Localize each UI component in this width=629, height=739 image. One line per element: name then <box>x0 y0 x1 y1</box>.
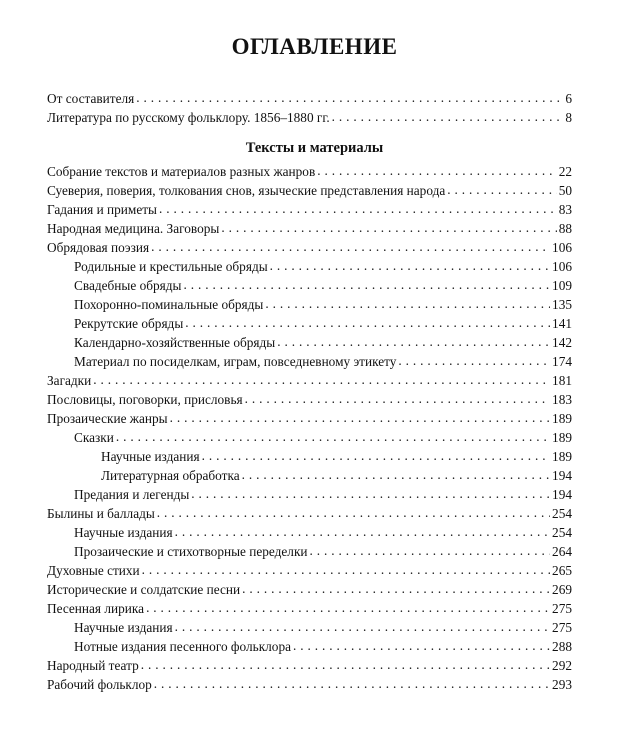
toc-entry[interactable] <box>47 89 572 108</box>
page-title: ОГЛАВЛЕНИЕ <box>231 34 398 59</box>
toc-entry-label: Духовные стихи <box>47 563 140 578</box>
toc-entry-page-number: 275 <box>552 601 572 616</box>
toc-entry-label: Прозаические жанры <box>47 411 168 426</box>
toc-entry-page-number: 181 <box>552 373 572 388</box>
toc-entry-label: Литература по русскому фольклору. 1856–1880 гг. <box>47 110 330 125</box>
toc-entry-page-number: 189 <box>552 411 572 426</box>
toc-entry[interactable] <box>47 276 572 295</box>
toc-entry-page-number: 106 <box>552 259 572 274</box>
toc-entry[interactable] <box>47 257 572 276</box>
toc-leader-dots <box>170 408 550 427</box>
toc-leader-dots <box>277 332 550 351</box>
toc-leader-dots <box>265 294 550 313</box>
toc-entry[interactable] <box>47 409 572 428</box>
toc-leader-dots <box>159 199 557 218</box>
intro-toc <box>47 89 572 127</box>
toc-entry[interactable] <box>47 371 572 390</box>
toc-leader-dots <box>116 427 550 446</box>
toc-leader-dots <box>93 370 550 389</box>
toc-entry[interactable] <box>47 561 572 580</box>
toc-entry-label: Предания и легенды <box>74 487 190 502</box>
toc-leader-dots <box>142 560 550 579</box>
toc-leader-dots <box>245 389 550 408</box>
toc-entry-label: Сказки <box>74 430 114 445</box>
toc-entry-page-number: 141 <box>552 316 572 331</box>
toc-entry[interactable] <box>47 447 572 466</box>
toc-leader-dots <box>242 465 550 484</box>
toc-entry[interactable] <box>47 295 572 314</box>
toc-entry-label: Свадебные обряды <box>74 278 182 293</box>
toc-leader-dots <box>157 503 550 522</box>
toc-leader-dots <box>191 484 550 503</box>
toc-entry[interactable] <box>47 162 572 181</box>
toc-entry[interactable] <box>47 181 572 200</box>
toc-leader-dots <box>221 218 556 237</box>
toc-entry-label: Исторические и солдатские песни <box>47 582 241 597</box>
toc-entry-page-number: 189 <box>552 430 572 445</box>
toc-entry[interactable] <box>47 523 572 542</box>
toc-entry-label: Народная медицина. Заговоры <box>47 221 220 236</box>
toc-leader-dots <box>175 522 550 541</box>
toc-entry-page-number: 109 <box>552 278 572 293</box>
toc-entry-page-number: 254 <box>552 525 572 540</box>
toc-leader-dots <box>151 237 550 256</box>
toc-entry-page-number: 265 <box>552 563 572 578</box>
toc-leader-dots <box>310 541 551 560</box>
toc-entry-label: Загадки <box>47 373 92 388</box>
toc-entry-page-number: 269 <box>552 582 572 597</box>
toc-leader-dots <box>293 636 550 655</box>
toc-entry[interactable] <box>47 580 572 599</box>
toc-leader-dots <box>183 275 550 294</box>
toc-entry-page-number: 135 <box>552 297 572 312</box>
toc-entry-page-number: 194 <box>552 487 572 502</box>
toc-entry[interactable] <box>47 390 572 409</box>
toc-entry-label: Народный театр <box>47 658 139 673</box>
toc-entry-label: Рекрутские обряды <box>74 316 184 331</box>
toc-entry[interactable] <box>47 238 572 257</box>
toc-leader-dots <box>154 674 550 693</box>
toc-entry-label: Былины и баллады <box>47 506 155 521</box>
toc-entry-page-number: 292 <box>552 658 572 673</box>
toc-entry-page-number: 106 <box>552 240 572 255</box>
toc-entry-label: Материал по посиделкам, играм, повседневному этикету <box>74 354 397 369</box>
toc-entry-page-number: 88 <box>558 221 572 236</box>
toc-entry-label: Научные издания <box>101 449 200 464</box>
toc-entry-page-number: 50 <box>558 183 572 198</box>
toc-leader-dots <box>317 161 556 180</box>
toc-leader-dots <box>398 351 550 370</box>
section-heading: Тексты и материалы <box>245 140 384 156</box>
toc-leader-dots <box>175 617 550 636</box>
toc-entry-page-number: 6 <box>565 91 572 106</box>
toc-leader-dots <box>332 107 564 126</box>
toc-entry[interactable] <box>47 314 572 333</box>
toc-entry-page-number: 183 <box>552 392 572 407</box>
toc-entry-label: Календарно-хозяйственные обряды <box>74 335 276 350</box>
toc-entry-label: Суеверия, поверия, толкования снов, языческие представления народа <box>47 183 446 198</box>
toc-entry[interactable] <box>47 333 572 352</box>
toc-leader-dots <box>185 313 550 332</box>
toc-entry[interactable] <box>47 542 572 561</box>
toc-entry[interactable] <box>47 637 572 656</box>
toc-entry[interactable] <box>47 352 572 371</box>
toc-entry[interactable] <box>47 485 572 504</box>
toc-entry[interactable] <box>47 108 572 127</box>
toc-entry-page-number: 22 <box>558 164 572 179</box>
toc-entry[interactable] <box>47 656 572 675</box>
toc-entry-label: Гадания и приметы <box>47 202 157 217</box>
toc-leader-dots <box>146 598 550 617</box>
main-toc <box>47 162 572 694</box>
toc-entry-label: Собрание текстов и материалов разных жанров <box>47 164 316 179</box>
toc-entry[interactable] <box>47 618 572 637</box>
toc-entry-label: Научные издания <box>74 620 173 635</box>
toc-entry-page-number: 189 <box>552 449 572 464</box>
toc-leader-dots <box>141 655 550 674</box>
toc-entry[interactable] <box>47 428 572 447</box>
toc-leader-dots <box>136 88 563 107</box>
toc-entry-label: Научные издания <box>74 525 173 540</box>
toc-entry-page-number: 174 <box>552 354 572 369</box>
toc-entry-page-number: 8 <box>565 110 572 125</box>
toc-entry-page-number: 293 <box>552 677 572 692</box>
toc-entry[interactable] <box>47 466 572 485</box>
toc-entry-page-number: 288 <box>552 639 572 654</box>
toc-entry-label: Родильные и крестильные обряды <box>74 259 268 274</box>
toc-entry-page-number: 264 <box>552 544 572 559</box>
toc-entry-label: Литературная обработка <box>101 468 240 483</box>
toc-leader-dots <box>202 446 550 465</box>
toc-entry-label: Прозаические и стихотворные переделки <box>74 544 308 559</box>
toc-entry-page-number: 142 <box>552 335 572 350</box>
toc-entry[interactable] <box>47 675 572 694</box>
toc-entry[interactable] <box>47 219 572 238</box>
toc-entry-label: Пословицы, поговорки, присловья <box>47 392 243 407</box>
toc-entry-page-number: 254 <box>552 506 572 521</box>
toc-entry-label: Обрядовая поэзия <box>47 240 150 255</box>
toc-leader-dots <box>270 256 550 275</box>
toc-entry[interactable] <box>47 599 572 618</box>
toc-entry-label: Рабочий фольклор <box>47 677 152 692</box>
toc-entry-label: Нотные издания песенного фольклора <box>74 639 292 654</box>
toc-entry-page-number: 194 <box>552 468 572 483</box>
toc-entry-page-number: 275 <box>552 620 572 635</box>
toc-entry[interactable] <box>47 504 572 523</box>
toc-entry-label: От составителя <box>47 91 135 106</box>
toc-leader-dots <box>242 579 550 598</box>
toc-entry-page-number: 83 <box>558 202 572 217</box>
toc-entry-label: Похоронно-поминальные обряды <box>74 297 264 312</box>
toc-entry-label: Песенная лирика <box>47 601 145 616</box>
toc-entry[interactable] <box>47 200 572 219</box>
toc-leader-dots <box>447 180 556 199</box>
